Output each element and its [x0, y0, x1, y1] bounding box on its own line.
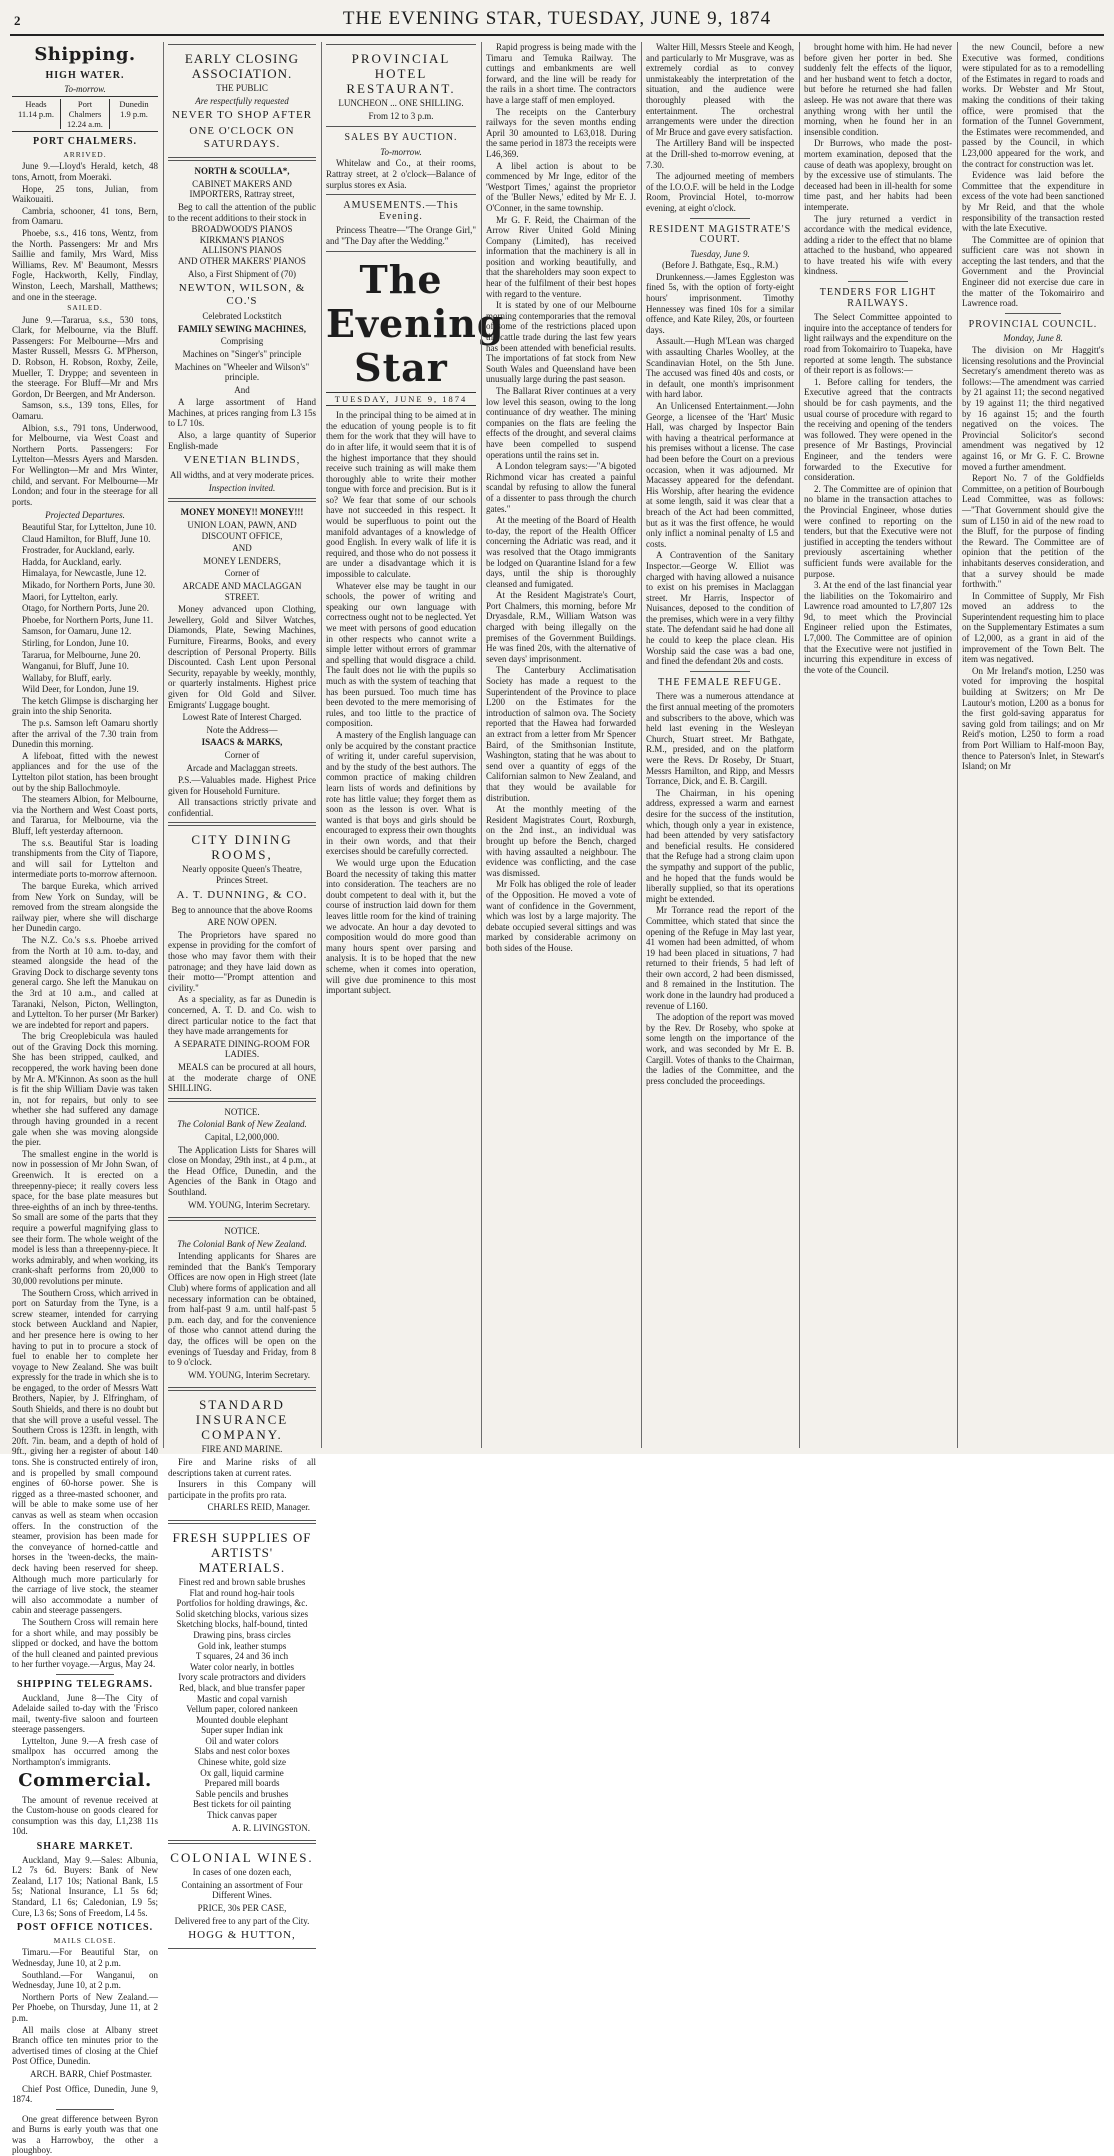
artists-item: Sable pencils and brushes — [195, 1788, 289, 1799]
north-scoulla-ad — [168, 160, 316, 499]
departure-item: Samson, for Oamaru, June 12. — [22, 626, 132, 637]
news-paragraph: brought home with him. He had never before given her porter in bed. She suddenly felt the effects of the liquor, and her husband went to fetch a doctor, but before he returned she had fallen asleep. He was not aware that there was anything wrong with her until the morning, when he found her in an insensible condition. — [804, 42, 952, 137]
sailed-label: SAILED. — [67, 303, 103, 313]
arrival-entry: Hope, 25 tons, Julian, from Waikouaiti. — [12, 183, 158, 205]
court-date: Tuesday, June 9. — [690, 248, 750, 259]
departure-item: Himalaya, for Newcastle, June 12. — [22, 568, 147, 579]
artists-signature: A. R. LIVINGSTON. — [231, 1822, 310, 1833]
newspaper-title: The Evening Star — [326, 256, 505, 390]
news-paragraph: Dr Burrows, who made the post-mortem examination, deposed that the cause of death was apoplexy, brought on by the excessive use of stimulants. The deceased had been in ill-health for some time past, and her habits had been intemperate. — [804, 138, 952, 212]
departure-item: Stirling, for London, June 10. — [22, 637, 129, 648]
tide-port-chalmers: Port Chalmers 12.24 a.m. — [60, 99, 109, 129]
divider — [1005, 313, 1062, 314]
court-entry: An Unlicensed Entertainment.—John George, a licensee of the 'Hart' Music Hall, was charged by Inspector Bain with having a theatrical performance at his premises without a license. The case had been before the Court on a previous occasion, when it was adjourned. Mr Macassey appeared for the defendant. His Worship, after hearing the evidence at some length, said it was clear that a breach of the Act had been committed, but as it was the first offence, he would only inflict a nominal penalty of L5 and costs. — [646, 401, 794, 549]
page-number: 2 — [14, 13, 21, 28]
colonial-bank-notice — [168, 1101, 316, 1218]
venetian-blinds-title: VENETIAN BLINDS, — [183, 454, 301, 467]
column-rule — [321, 42, 322, 1448]
divider — [326, 251, 476, 252]
port-heading: PORT CHALMERS. — [32, 136, 138, 148]
money-line: Corner of — [224, 568, 260, 579]
divider — [848, 281, 907, 282]
north-scoulla-body: Beg to call the attention of the public to the recent additions to their stock in — [168, 201, 316, 223]
council-paragraph: In Committee of Supply, Mr Fish moved an address to the Superintendent requesting him to place on the Supplementary Estimates a sum of L2,000, as a grant in aid of the improvement of the Town Belt. The item was negatived. — [962, 590, 1104, 665]
mail-entry: Southland.—For Wanganui, on Wednesday, June 10, at 2 p.m. — [12, 1969, 158, 1991]
shipping-telegrams-heading: SHIPPING TELEGRAMS. — [16, 1678, 154, 1690]
newton-wilson-line: And — [234, 384, 250, 395]
amusements-body: Princess Theatre—"The Orange Girl," and "The Day after the Wedding." — [326, 225, 476, 246]
shipping-news: The smallest engine in the world is now in possession of Mr John Swan, of Greenwich. It is erected on a threepenny-piece; it really covers less space, for the base plate measures but three-eighths of an inch by three-tenths. So small are some of the parts that they require a powerful magnifying glass to see their form. The whole weight of the model is less than a threepenny-piece. It works admirably, and when working, its crank-shaft performs from 20,000 to 30,000 revolutions per minute. — [12, 1148, 158, 1286]
sailing-entry: Albion, s.s., 791 tons, Underwood, for Melbourne, via West Coast and Northern Ports. Passengers: For Lyttelton—Messrs Ayers and Marsden. For Wellington—Mr and Mrs Winter, child, and servant. For Melbourne—Mr London; and four in the steerage for all ports. — [12, 422, 158, 507]
artists-item: Drawing pins, brass circles — [193, 1629, 291, 1640]
shipping-news: The Southern Cross, which arrived in port on Saturday from the Tyne, is a screw steamer, intended for carrying stock between Auckland and Napier, and her presence here is owing to her having to put in to procure a stock of fuel to enable her to complete her voyage to New Zealand. She was built expressly for the trade in which she is to be engaged, to the order of Messrs Watt Brothers, Napier, by J. Elfringham, of South Shields, and there is no doubt but that she will prove a useful vessel. The Southern Cross is 123ft. in length, with 20ft. 7in. beam, and a depth of hold of 9ft., giving her a register of about 140 tons. She is constructed entirely of iron, and is propelled by small compound engines of 60-horse power. She is rigged as a three-masted schooner, and will be able to make some use of her canvas as well as steam when occasion offers. In the construction of the steamer, provision has been made for the conveyance of horned-cattle and horses in the 'tween-decks, the main-deck having been reserved for sheep. Although much more particularly for the carriage of live stock, the steamer will also accommodate a number of cabin and steerage passengers. — [12, 1287, 158, 1616]
standard-insurance-ad — [168, 1390, 316, 1521]
shipping-news: The p.s. Samson left Oamaru shortly after the arrival of the 7.30 train from Dunedin this morning. — [12, 718, 158, 750]
columns — [0, 42, 1114, 2156]
news-paragraph: Mr Folk has obliged the role of leader of the Opposition. He moved a vote of want of confidence in the Government, which was lost by a large majority. The debate occupied several sittings and was marked by considerable acrimony on both sides of the House. — [486, 879, 636, 953]
artists-item: Best tickets for oil painting — [193, 1799, 291, 1810]
news-paragraph: the new Council, before a new Executive was formed, conditions were stipulated for as to a remodelling of the Estimates in regard to roads and works. Dr Webster and Mr Stout, making the conditions of their taking office, were promised that the formation of the Tunnel Government, the Estimates were recommended, and passed by the Council, in which L23,000 appeared for the work, and the contract for construction was let. — [962, 42, 1104, 169]
money-line: Corner of — [224, 749, 260, 760]
artists-item: Prepared mill boards — [204, 1778, 280, 1789]
column-rule — [163, 42, 164, 1448]
notice-title: NOTICE. — [224, 1226, 260, 1237]
departure-item: Phoebe, for Northern Ports, June 11. — [22, 614, 154, 625]
news-paragraph: The receipts on the Canterbury railways for the seven months ending April 30 amounted to L63,018. During the same period in 1873 the receipts were L46,369. — [486, 106, 636, 159]
editorial-paragraph: A mastery of the English language can only be acquired by the constant practice of writing it, under careful supervision, and by the study of the best authors. The common practice of making children learn lists of words and definitions by rote has little value; they forget them as soon as the lesson is over. What is wanted is that boys and girls should be encouraged to express their own thoughts in their own words, and that their exercises should be carefully corrected. — [326, 729, 476, 857]
money-line: UNION LOAN, PAWN, AND DISCOUNT OFFICE, — [187, 520, 297, 541]
newspaper-running-title: THE EVENING STAR, TUESDAY, JUNE 9, 1874 — [342, 8, 772, 29]
shipping-news: The ketch Glimpse is discharging her grain into the ship Senorita. — [12, 695, 158, 717]
artists-item: Thick canvas paper — [207, 1810, 277, 1821]
artists-item: Super super Indian ink — [201, 1725, 283, 1736]
news-paragraph: Walter Hill, Messrs Steele and Keogh, and particularly to Mr Musgrave, was as extremely cordial as to convey unmistakeably the interpretation of the situation, and the audience were thoroughly pleased with the entertainment. The orchestral arrangements were under the direction of Mr Bruce and gave every satisfaction. — [646, 42, 794, 137]
piano-list-item: BROADWOOD'S PIANOS — [191, 224, 293, 235]
city-dining-line: A SEPARATE DINING-ROOM FOR LADIES. — [174, 1038, 310, 1060]
north-scoulla-subtitle: CABINET MAKERS AND IMPORTERS, Rattray street, — [189, 178, 295, 200]
high-water-heading: HIGH WATER. — [45, 70, 125, 81]
hotel-line: From 12 to 3 p.m. — [368, 110, 434, 121]
news-paragraph: The Artillery Band will be inspected at the Drill-shed to-morrow evening, at 7.30. — [646, 138, 794, 170]
mail-entry: Timaru.—For Beautiful Star, on Wednesday, June 10, at 2 p.m. — [12, 1947, 158, 1968]
news-paragraph: Mr G. F. Reid, the Chairman of the Arrow River United Gold Mining Company (Limited), has received information that the machinery is all in position and working beautifully, and that the shareholders may soon expect to hear of the fulfilment of their best hopes with regard to the venture. — [486, 214, 636, 299]
wines-line: Containing an assortment of Four Different Wines. — [181, 1879, 303, 1901]
news-paragraph: The adjourned meeting of members of the I.O.O.F. will be held in the Lodge Room, Provincial Hotel, to-morrow evening, at eight o'clock. — [646, 171, 794, 213]
tenders-heading: TENDERS FOR LIGHT RAILWAYS. — [819, 287, 937, 309]
column-editorial — [326, 42, 505, 1448]
north-scoulla-line: Also, a First Shipment of (70) — [188, 268, 296, 279]
wines-line: Delivered free to any part of the City. — [174, 1915, 310, 1926]
auction-tomorrow: To-morrow. — [380, 146, 422, 157]
departure-list — [12, 522, 158, 695]
departure-item: Wanganui, for Bluff, June 10. — [22, 661, 129, 672]
newton-wilson-body: Also, a large quantity of Superior English-made — [168, 430, 316, 451]
artists-item: Sketching blocks, half-bound, tinted — [176, 1619, 308, 1630]
early-closing-title: EARLY CLOSING ASSOCIATION. — [184, 51, 300, 81]
news-paragraph: Evidence was laid before the Committee that the expenditure in excess of the vote had been sanctioned by Mr Reid, and that the whole responsibility of the transaction rested with the late Executive. — [962, 170, 1104, 234]
column-rule — [641, 42, 642, 1448]
projected-departures-label: Projected Departures. — [45, 510, 125, 521]
money-body: Money advanced upon Clothing, Jewellery, Gold and Silver Watches, Diamonds, Plate, Sewing Machines, Furniture, Firearms, Books, and every description of Personal Property. Bills Discounted. Cash Lent upon Personal Security, repayable by weekly, monthly, or quarterly instalments. Highest price given for Old Gold and Silver. Emigrants' Luggage bought. — [168, 604, 316, 710]
money-line: ARCADE AND MACLAGGAN STREET. — [182, 581, 302, 602]
shipping-news: A lifeboat, fitted with the newest appliances and for the use of the Lyttelton pilot station, has been brought out by the ship Ballochmoyle. — [12, 750, 158, 793]
wines-line: PRICE, 30s PER CASE, — [197, 1903, 287, 1913]
tenders-paragraph: 1. Before calling for tenders, the Executive agreed that the contracts should be for cash payments, and the usual course of procedure with regard to the receiving and opening of the tenders was followed. They were opened in the presence of Mr Bastings, Provincial Engineer, and the tenders were forwarded to the Executive for consideration. — [804, 376, 952, 483]
sailing-entry: June 9.—Tararua, s.s., 530 tons, Clark, for Melbourne, via the Bluff. Passengers: For Melbourne—Mrs and Master Russell, Messrs G. M'Pherson, D. Robson, H. Robson, Roxby, Zeile, Mueller, T. Dryppe; and seventeen in the steerage. For Bluff—Mr and Mrs Gordon, Dr Beergen, and Mr Anderson. — [12, 314, 158, 399]
city-dining-line: A. T. DUNNING, & CO. — [176, 888, 308, 901]
newton-wilson-title: NEWTON, WILSON, & CO.'S — [178, 282, 306, 308]
amusements-heading: AMUSEMENTS.—This Evening. — [343, 200, 459, 222]
artists-item: Water color nearly, in bottles — [190, 1661, 294, 1672]
notice-signature: WM. YOUNG, Interim Secretary. — [187, 1199, 310, 1210]
commercial-entry: The amount of revenue received at the Custom-house on goods cleared for consumption was this day, L1,238 11s 10d. — [12, 1794, 158, 1837]
auction-heading: SALES BY AUCTION. — [344, 132, 458, 144]
tenders-paragraph: 2. The Committee are of opinion that no blame in the transaction attaches to the Provincial Engineer, whose duties were confined to reporting on the tenders, but that the Executive were not justified in accepting the tenders without previously ascertaining whether sufficient funds were available for the purpose. — [804, 483, 952, 579]
mail-entry: Northern Ports of New Zealand.—Per Phoebe, on Thursday, June 11, at 2 p.m. — [12, 1991, 158, 2023]
money-title: MONEY MONEY!! MONEY!!! — [180, 507, 304, 518]
hotel-line: LUNCHEON ... ONE SHILLING. — [338, 98, 464, 108]
refuge-paragraph: Mr Torrance read the report of the Committee, which stated that since the opening of the Refuge in May last year, 41 women had been admitted, of whom 19 had been placed in situations, 7 had returned to their friends, 5 had left of their own accord, 2 had been dismissed, and 8 remained in the Institution. The work done in the laundry had produced a revenue of L160. — [646, 905, 794, 1011]
artists-item: Mastic and copal varnish — [196, 1693, 288, 1704]
artists-item: Flat and round hog-hair tools — [189, 1587, 295, 1598]
news-paragraph: The Committee are of opinion that sufficient care was not shown in accepting the last tenders, and that the Government and the Provincial Engineer did not exercise due care in the matter of the Tokomairiro and Lawrence road. — [962, 234, 1104, 309]
shipping-news: The barque Eureka, which arrived from New York on Sunday, will be removed from the stream alongside the railway pier, where she will discharge her Dunedin cargo. — [12, 880, 158, 934]
departure-item: Beautiful Star, for Lyttelton, June 10. — [22, 521, 157, 532]
arrived-label: ARRIVED. — [63, 149, 107, 159]
council-paragraph: Report No. 7 of the Goldfields Committee, on a petition of Bourbough Lead Committee, was as follows:—"That Government should give the sum of L150 in aid of the new road to the Bluff, for the purpose of finding the Reward. The Committee are of opinion that the petition of the inhabitants deserves consideration, and that a survey should be made forthwith." — [962, 473, 1104, 590]
insurance-signature: CHARLES REID, Manager. — [207, 1502, 310, 1513]
newton-wilson-line: FAMILY SEWING MACHINES, — [178, 323, 306, 334]
telegram-entry: Lyttelton, June 9.—A fresh case of smallpox has occurred among the Northampton's immigrants. — [12, 1735, 158, 1768]
piano-list-item: AND OTHER MAKERS' PIANOS — [178, 255, 306, 266]
early-closing-line: NEVER TO SHOP AFTER — [171, 109, 313, 122]
news-paragraph: A London telegram says:—"A bigoted Richmond vicar has created a painful scandal by refusing to allow the funeral of a dissenter to pass through the church gates." — [486, 461, 636, 514]
money-body: All transactions strictly private and confidential. — [168, 797, 316, 818]
wines-line: In cases of one dozen each, — [192, 1867, 292, 1878]
news-paragraph: A libel action is about to be commenced by Mr Inge, editor of the 'Westport Times,' against the proprietor of the 'Buller News,' edited by Mr E. J. O'Conner, in the same township. — [486, 160, 636, 213]
shipping-news: The N.Z. Co.'s s.s. Phoebe arrived from the North at 10 a.m. to-day, and steamed alongside the head of the Graving Dock to discharge seventy tons general cargo. She left the Manukau on the 3rd at 10 a.m., and called at Taranaki, Nelson, Picton, Wellington, and Lyttelton. To her purser (Mr Barker) we are indebted for report and papers. — [12, 934, 158, 1030]
insurance-body: Insurers in this Company will participate in the profits pro rata. — [168, 1479, 316, 1500]
city-dining-line: ARE NOW OPEN. — [207, 917, 277, 928]
court-entry: Drunkenness.—James Eggleston was fined 5s, with the option of forty-eight hours' imprisonment. Timothy Hennessey was fined 10s for a similar offence, and Kate Riley, 20s, or fourteen days. — [646, 271, 794, 335]
tomorrow-label: To-morrow. — [64, 83, 106, 94]
colonial-bank-notice-2 — [168, 1220, 316, 1388]
editorial-paragraph: We would urge upon the Education Board the necessity of taking this matter into consideration. The teachers are no doubt competent to deal with it, but the course of instruction laid down for them leaves little room for the kind of training we advocate. An hour a day devoted to composition would do more good than many hours spent over parsing and analysis. It is to be hoped that the new scheme, when it comes into operation, will give due prominence to this most important subject. — [326, 858, 476, 996]
court-heading: RESIDENT MAGISTRATE'S COURT. — [648, 223, 792, 246]
early-closing-ad — [168, 44, 316, 158]
masthead-rule — [10, 34, 1104, 36]
city-dining-line: Beg to announce that the above Rooms — [171, 904, 313, 915]
departure-item: Wild Deer, for London, June 19. — [22, 684, 139, 695]
divider — [56, 2109, 114, 2110]
refuge-paragraph: The Chairman, in his opening address, expressed a warm and earnest desire for the success of the institution, which, though only a year in existence, had been attended by very satisfactory and beneficial results. He considered that the Refuge had a strong claim upon the sympathy and support of the public, and he hoped that the funds would be liberally supplied, so that its operations might be extended. — [646, 787, 794, 904]
departure-item: Hadda, for Auckland, early. — [22, 556, 122, 567]
shipping-news: The brig Creoplebicula was hauled out of the Graving Dock this morning. She has been stripped, caulked, and recoppered, the work having been done by Mr A. M'Kinnon. As soon as the hull is fit the ship William Davie was taken in, not for repairs, but only to see whether she had suffered any damage through having grounded in a recent gale when she was moving alongside the pier. — [12, 1031, 158, 1148]
notice-line: The Colonial Bank of New Zealand. — [177, 1119, 307, 1130]
shipping-news: The steamers Albion, for Melbourne, via the Northern and West Coast ports, and Tararua, for Melbourne, via the Bluff, left yesterday afternoon. — [12, 794, 158, 836]
departure-item: Frostrader, for Auckland, early. — [22, 545, 135, 556]
artists-item: Ox gall, liquid carmine — [200, 1767, 284, 1778]
court-before: (Before J. Bathgate, Esq., R.M.) — [662, 260, 778, 271]
provincial-council-heading: PROVINCIAL COUNCIL. — [968, 318, 1098, 330]
artists-title: FRESH SUPPLIES OF ARTISTS' MATERIALS. — [172, 1529, 312, 1575]
commercial-heading: Commercial. — [18, 1769, 152, 1791]
artists-item: T squares, 24 and 36 inch — [195, 1651, 289, 1662]
city-dining-line: Nearly opposite Queen's Theatre, Princes Street. — [182, 864, 302, 886]
early-closing-line: THE PUBLIC — [216, 83, 268, 93]
wines-signature: HOGG & HUTTON, — [188, 1929, 296, 1942]
colonial-wines-ad — [168, 1843, 316, 1949]
city-dining-body: As a speciality, as far as Dunedin is concerned, A. T. D. and Co. wish to direct particular notice to the fact that they have made arrangements for — [168, 994, 316, 1037]
insurance-body: Fire and Marine risks of all descriptions taken at current rates. — [168, 1457, 316, 1478]
notice-signature: WM. YOUNG, Interim Secretary. — [187, 1369, 310, 1380]
share-market-entry: Auckland, May 9.—Sales: Albunia, L2 7s 6d. Buyers: Bank of New Zealand, L17 10s; National Bank, L5 5s; National Insurance, L1 5s 6d; Standard, L1 6s; Caledonian, L9 5s; Cure, L3 6s; Sons of Freedom, L4 5s. — [12, 1854, 158, 1918]
post-office-heading: POST OFFICE NOTICES. — [16, 1922, 154, 1934]
notice-body: Intending applicants for Shares are reminded that the Bank's Temporary Offices are now open in High street (late Club) where forms of application and all necessary information can be obtained, from half-past 9 a.m. until half-past 5 p.m. each day, and for the convenience of those who cannot attend during the day, the offices will be open on the evenings of Tuesday and Friday, from 8 to 9 o'clock. — [168, 1251, 316, 1368]
artists-materials-ad — [168, 1523, 316, 1841]
divider — [56, 1674, 114, 1675]
departure-item: Wallaby, for Bluff, early. — [22, 672, 112, 683]
departure-item: Mikado, for Northern Ports, June 30. — [22, 579, 155, 590]
court-entry: Assault.—Hugh M'Lean was charged with assaulting Charles Woolley, at the Scandinavian Hotel, on the 5th June. The accused was fined 40s and costs, or in default, one month's imprisonment with hard labor. — [646, 336, 794, 400]
divider — [690, 671, 749, 672]
artists-item: Gold ink, leather stumps — [197, 1640, 287, 1651]
tide-table — [12, 96, 158, 132]
news-paragraph: The Ballarat River continues at a very low level this season, owing to the long continuance of dry weather. The mining companies on the flats are feeling the effects of the drought, and several claims have been compelled to suspend operations until the rains set in. — [486, 386, 636, 460]
sailing-entry: Samson, s.s., 139 tons, Elles, for Oamaru. — [12, 400, 158, 422]
artists-item: Mounted double elephant — [196, 1714, 288, 1725]
column-shipping — [12, 42, 158, 2156]
notice-title: NOTICE. — [224, 1106, 260, 1117]
column-provincial-council — [962, 42, 1104, 1448]
editorial-date: TUESDAY, JUNE 9, 1874 — [326, 392, 476, 407]
artists-item: Vellum paper, colored nankeen — [186, 1704, 298, 1715]
money-line: Note the Address— — [206, 724, 278, 735]
piano-list-item: ALLISON'S PIANOS — [202, 245, 282, 256]
artists-item: Oil and water colors — [205, 1735, 279, 1746]
column-inquest-tenders — [804, 42, 952, 1448]
artists-item: Solid sketching blocks, various sizes — [175, 1608, 309, 1619]
money-line: Arcade and Maclaggan streets. — [186, 762, 298, 773]
piano-list-item: KIRKMAN'S PIANOS — [199, 234, 285, 245]
notice-line: The Colonial Bank of New Zealand. — [177, 1238, 307, 1249]
arrival-entry: Phoebe, s.s., 416 tons, Wentz, from the North. Passengers: Mr and Mrs Saillie and family, Mrs Ward, Miss Williams, Rev. M' Beaumont, Messrs Fogle, Hackworth, Kelly, Findlay, Winston, Leech, Marshall, Matthews; and one in the steerage. — [12, 227, 158, 302]
council-paragraph: The division on Mr Haggitt's licensing resolutions and the Provincial Secretary's amendment thereto was as follows:—The amendment was carried by 21 against 11; the second negatived by 19 against 11; the third negatived by 16 against 15; and the fourth negatived on the voices. The Provincial Solicitor's second amendment was negatived by 12 against 16, or Mr G. F. C. Browne moved a further amendment. — [962, 345, 1104, 472]
masthead — [0, 8, 1114, 34]
telegram-entry: Auckland, June 8—The City of Adelaide sailed to-day with the 'Frisco mail, twenty-five saloon and fourteen steerage passengers. — [12, 1692, 158, 1735]
money-line: Lowest Rate of Interest Charged. — [182, 712, 302, 723]
venetian-blinds-line: All widths, and at very moderate prices. — [170, 470, 314, 481]
money-body: P.S.—Valuables made. Highest Price given for Household Furniture. — [168, 775, 316, 796]
tide-dunedin: Dunedin 1.9 p.m. — [109, 99, 158, 129]
news-paragraph: At the monthly meeting of the Resident Magistrates Court, Roxburgh, on the 2nd inst., an individual was brought up before the Bench, charged with having assaulted a neighbour. The evidence was conflicting, and the case was dismissed. — [486, 804, 636, 878]
column-local-news — [486, 42, 636, 1448]
council-date: Monday, June 8. — [1003, 333, 1063, 344]
news-paragraph: The Canterbury Acclimatisation Society has made a request to the Superintendent of the Province to place L200 on the Estimates for the introduction of salmon ova. The Society reported that the Hawea had forwarded an extract from a letter from Mr Spencer Baird, of the Smithsonian Institute, Washington, stating that he was about to send over a quantity of eggs of the Californian salmon to New Zealand, and that they would be available for distribution. — [486, 665, 636, 803]
newton-wilson-line: Machines on "Wheeler and Wilson's" principle. — [174, 361, 310, 383]
early-closing-line: ONE O'CLOCK ON SATURDAYS. — [189, 125, 295, 151]
column-rule — [481, 42, 482, 1448]
column-advertisements — [168, 42, 316, 1942]
editorial-paragraph: Whatever else may be taught in our schools, the power of writing and speaking our own language with correctness ought not to be neglected. Yet we meet with persons of good education in other respects who cannot write a simple letter without errors of grammar and spelling that would disgrace a child. The fault does not lie with the pupils so much as with the system of teaching that has been pursued. Too much time has been devoted to the mere memorising of rules, and too little to the practice of composition. — [326, 580, 476, 729]
departure-item: Claud Hamilton, for Bluff, June 10. — [22, 533, 151, 544]
money-lenders-ad — [168, 501, 316, 823]
money-line: ISAACS & MARKS, — [201, 737, 283, 748]
female-refuge-heading: THE FEMALE REFUGE. — [658, 676, 782, 688]
news-paragraph: The jury returned a verdict in accordance with the medical evidence, adding a rider to the effect that no blame attached to the husband, who appeared to have treated his wife with every kindness. — [804, 213, 952, 277]
shipping-news: The s.s. Beautiful Star is loading transhipments from the City of Tiapore, and will sail for Lyttelton and intermediate ports to-morrow afternoon. — [12, 837, 158, 880]
mail-entry: All mails close at Albany street Branch office ten minutes prior to the advertised times of closing at the Chief Post Office, Dunedin. — [12, 2024, 158, 2067]
news-paragraph: At the meeting of the Board of Health to-day, the report of the Health Officer concerning the Adriatic was read, and it was resolved that the Otago immigrants be lodged on Quarantine Island for a few days, until the ship is thoroughly cleansed and fumigated. — [486, 515, 636, 589]
notice-line: Capital, L2,000,000. — [204, 1131, 280, 1142]
news-paragraph: It is stated by one of our Melbourne morning contemporaries that the removal of some of the restrictions placed upon the cattle trade during the last few years has been attended with beneficial results. The importations of fat stock from New South Wales and Queensland have been unusually large during the past season. — [486, 300, 636, 385]
post-office-location: Chief Post Office, Dunedin, June 9, 1874. — [12, 2083, 158, 2105]
newton-wilson-line: Celebrated Lockstitch — [202, 311, 282, 322]
shipping-news: The Southern Cross will remain here for a short while, and may possibly be slipped or docked, and have the bottom of the hull cleaned and painted previous to her further voyage.—Argus, May 24. — [12, 1616, 158, 1670]
council-paragraph: On Mr Ireland's motion, L250 was voted for improving the hospital building at Switzers; on Mr De Lautour's motion, L200 as a bonus for the first gold-saving apparatus for saving gold from tailings; and on Mr Reid's motion, L250 to form a road from Port William to Half-moon Bay, thence to Paterson's Inlet, in Stewart's Island; on Mr — [962, 665, 1104, 772]
money-line: MONEY LENDERS, — [203, 555, 281, 566]
tenders-paragraph: The Select Committee appointed to inquire into the acceptance of tenders for light railways and the expenditure on the road from Tokomairiro to Tuapeka, have reported at some length. The substance of their report is as follows:— — [804, 312, 952, 376]
news-paragraph: Rapid progress is being made with the Timaru and Temuka Railway. The cuttings and embankments are well forward, and the line will be ready for the rails in a short time. The contractors have a large staff of men employed. — [486, 42, 636, 105]
newton-wilson-line: Machines on "Singer's" principle — [182, 348, 302, 359]
departure-item: Otago, for Northern Ports, June 20. — [22, 603, 149, 614]
column-rule — [957, 42, 958, 1448]
artists-item: Slabs and nest color boxes — [194, 1746, 290, 1757]
refuge-paragraph: The adoption of the report was moved by the Rev. Dr Roseby, who spoke at some length on the importance of the work, and was seconded by Mr E. B. Cargill. Votes of thanks to the Chairman, the ladies of the Committee, and the press concluded the proceedings. — [646, 1012, 794, 1086]
wines-title: COLONIAL WINES. — [170, 1850, 314, 1866]
city-dining-body: MEALS can be procured at all hours, at the moderate charge of ONE SHILLING. — [168, 1061, 316, 1094]
artists-item: Chinese white, gold size — [198, 1757, 286, 1768]
newton-wilson-line: Comprising — [220, 336, 264, 347]
departure-item: Tararua, for Melbourne, June 20. — [22, 649, 141, 660]
artists-item: Ivory scale protractors and dividers — [178, 1672, 306, 1683]
closing-paragraph: One great difference between Byron and Burns is early youth was that one was a Harrowboy, the other a ploughboy. — [12, 2113, 158, 2156]
postmaster-signature: ARCH. BARR, Chief Postmaster. — [29, 2068, 152, 2079]
artists-item: Portfolios for holding drawings, &c. — [176, 1598, 308, 1609]
hotel-title: PROVINCIAL HOTEL RESTAURANT. — [346, 51, 456, 96]
auction-body: Whitelaw and Co., at their rooms, Rattray street, at 2 o'clock—Balance of surplus stores ex Asia. — [326, 158, 476, 190]
early-closing-line: Are respectfully requested — [195, 95, 289, 106]
arrival-entry: June 9.—Lloyd's Herald, ketch, 48 tons, Arnott, from Moeraki. — [12, 161, 158, 182]
tenders-paragraph: 3. At the end of the last financial year the liabilities on the Tokomairiro and Lawrence road amounted to L7,807 12s 9d, to meet which the Provincial Engineer relied upon the Estimates, L7,000. The Committee are of opinion that the Executive were not justified in incurring this expenditure in excess of the vote of the Council. — [804, 580, 952, 675]
divider — [326, 194, 476, 195]
tide-heads: Heads 11.14 p.m. — [17, 99, 55, 120]
shipping-heading: Shipping. — [34, 44, 136, 65]
notice-body: The Application Lists for Shares will close on Monday, 29th inst., at 4 p.m., at the Head Office, Dunedin, and the Agencies of the Bank in Otago and Southland. — [168, 1144, 316, 1197]
artists-item: Finest red and brown sable brushes — [178, 1576, 306, 1587]
refuge-paragraph: There was a numerous attendance at the first annual meeting of the promoters and subscribers to the above, which was held last evening in the Wesleyan Church, Stuart street. Mr Bathgate, R.M., presided, and on the platform were the Revs. Dr Roseby, Dr Stuart, Messrs Hamilton, and Ripp, and Messrs Torrance, Dick, and E. B. Cargill. — [646, 691, 794, 787]
insurance-line: FIRE AND MARINE. — [201, 1444, 283, 1455]
city-dining-rooms-ad — [168, 825, 316, 1098]
north-scoulla-title: NORTH & SCOULLA*, — [194, 166, 290, 177]
editorial-paragraph: In the principal thing to be aimed at in the education of young people is to fit them for the work that they will have to do in after life, it would seem that it is of the highest importance that they should receive such training as will make them thoroughly able to write their mother tongue with force and precision. But is it so? We fear that some of our schools have not succeeded in this respect. It would be superfluous to point out the manifold advantages of a knowledge of good English. In every walk of life it is required, and those who do not possess it are under a disadvantage which it is impossible to calculate. — [326, 410, 476, 580]
column-rule — [799, 42, 800, 1448]
divider — [690, 218, 749, 219]
insurance-title: STANDARD INSURANCE COMPANY. — [195, 1397, 289, 1443]
city-dining-title: CITY DINING ROOMS, — [191, 832, 293, 863]
court-entry: A Contravention of the Sanitary Inspector.—George W. Elliot was charged with having allowed a nuisance to exist on his premises in Maclaggan street. Mr Harris, Inspector of Nuisances, deposed to the condition of the premises, which were in a very filthy state. The defendant said he had done all he could to keep the place clean. His Worship said the case was a bad one, and fined the defendant 20s and costs. — [646, 550, 794, 667]
money-line: AND — [232, 543, 252, 554]
column-court — [646, 42, 794, 1448]
newton-wilson-body: A large assortment of Hand Machines, at prices ranging from L3 15s to L7 10s. — [168, 397, 316, 429]
arrival-entry: Cambria, schooner, 41 tons, Bern, from Oamaru. — [12, 205, 158, 227]
mails-close-label: MAILS CLOSE. — [53, 1935, 117, 1945]
city-dining-body: The Proprietors have spared no expense in providing for the comfort of those who may favor them with their patronage; and they have laid down as their motto—"Prompt attention and civility." — [168, 929, 316, 993]
departure-item: Maori, for Lyttelton, early. — [22, 591, 118, 602]
news-paragraph: At the Resident Magistrate's Court, Port Chalmers, this morning, before Mr Dryasdale, R.M., William Watson was charged with being illegally on the premises of the Government Buildings. He was fined 20s, with the alternative of seven days' imprisonment. — [486, 590, 636, 664]
share-market-heading: SHARE MARKET. — [36, 1841, 134, 1853]
provincial-hotel-ad — [326, 44, 476, 127]
venetian-blinds-line: Inspection invited. — [208, 482, 276, 493]
artists-item: Red, black, and blue transfer paper — [179, 1682, 305, 1693]
